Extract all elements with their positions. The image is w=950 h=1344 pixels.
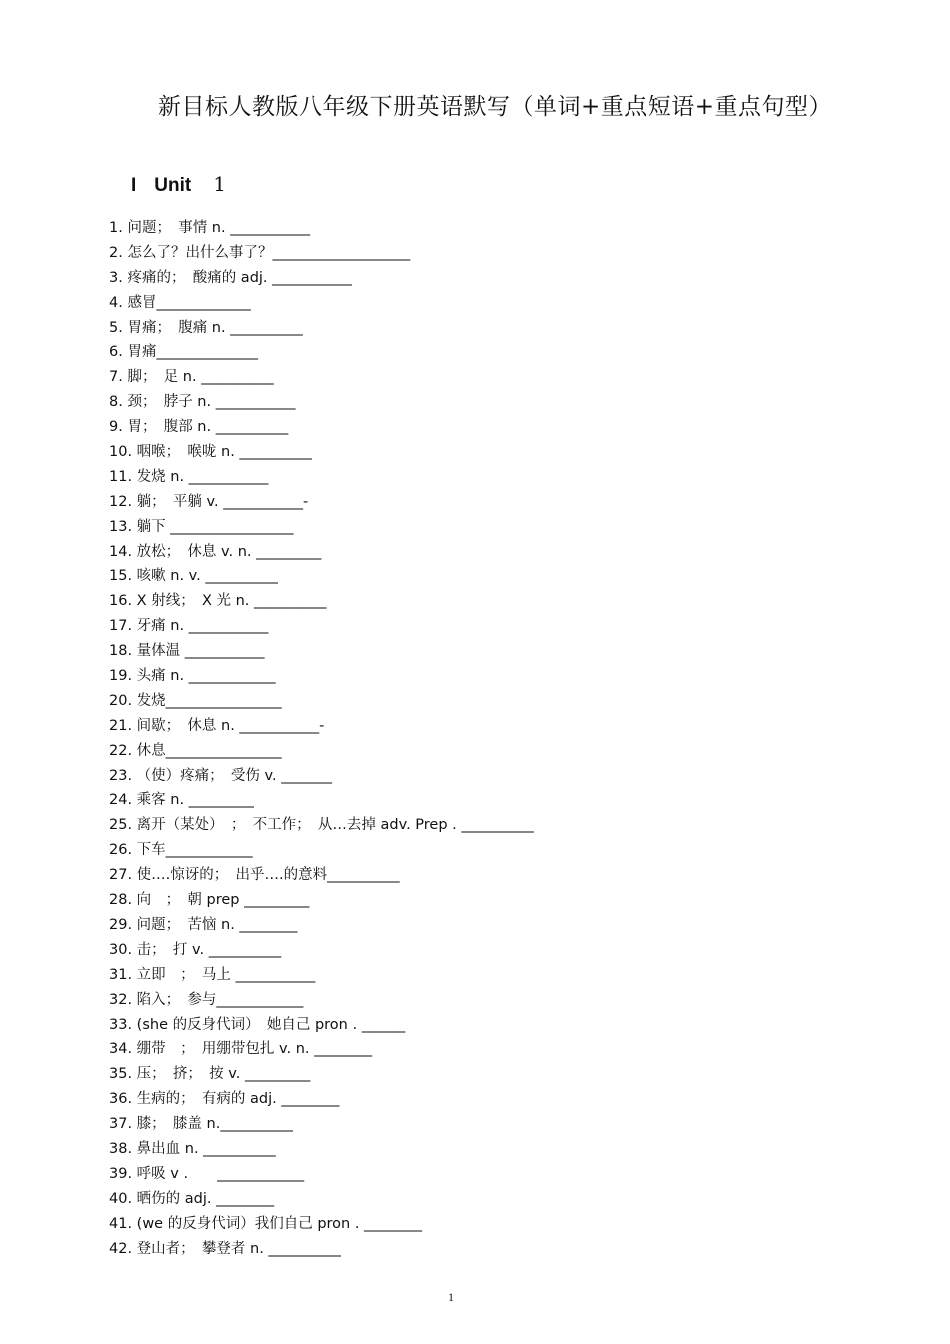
list-item: 30. 击； 打 v. __________ <box>109 941 282 958</box>
list-item: 1. 问题； 事情 n. ___________ <box>109 220 310 236</box>
list-item: 29. 问题； 苦恼 n. ________ <box>109 916 298 933</box>
list-item: 23. （使）疼痛； 受伤 v. _______ <box>109 767 332 784</box>
list-item: 42. 登山者； 攀登者 n. __________ <box>109 1240 341 1257</box>
list-item: 38. 鼻出血 n. __________ <box>109 1140 276 1157</box>
list-item: 41. (we 的反身代词）我们自己 pron . ________ <box>109 1215 423 1232</box>
list-item: 2. 怎么了？出什么事了？___________________ <box>109 244 411 261</box>
document-title: 新目标人教版八年级下册英语默写（单词+重点短语+重点句型） <box>157 94 833 120</box>
list-item: 40. 晒伤的 adj. ________ <box>109 1190 275 1207</box>
list-item: 10. 咽喉； 喉咙 n. __________ <box>109 444 312 461</box>
list-item: 4. 感冒_____________ <box>109 294 251 311</box>
page-number: 1 <box>448 1290 454 1304</box>
list-item: 37. 膝； 膝盖 n.__________ <box>109 1116 293 1133</box>
list-item: 35. 压； 挤； 按 v. _________ <box>109 1066 311 1083</box>
list-item: 18. 量体温 ___________ <box>109 643 265 660</box>
list-item: 33. (she 的反身代词） 她自己 pron . ______ <box>109 1016 406 1033</box>
section-heading <box>131 172 226 197</box>
list-item: 13. 躺下 _________________ <box>109 518 294 535</box>
list-item: 7. 脚； 足 n. __________ <box>109 369 274 386</box>
list-item: 17. 牙痛 n. ___________ <box>109 618 269 635</box>
list-item: 22. 休息________________ <box>109 742 282 759</box>
list-item: 27. 使….惊讶的； 出乎….的意料__________ <box>109 867 400 884</box>
list-item: 8. 颈； 脖子 n. ___________ <box>109 394 296 411</box>
list-item: 39. 呼吸 v . ____________ <box>109 1165 305 1182</box>
list-item: 20. 发烧________________ <box>109 692 282 709</box>
list-item: 6. 胃痛______________ <box>109 344 258 361</box>
list-item: 36. 生病的； 有病的 adj. ________ <box>109 1091 340 1108</box>
list-item: 16. X 射线； X 光 n. __________ <box>109 593 327 610</box>
section-label: Unit <box>154 175 192 196</box>
list-item: 21. 间歇； 休息 n. ___________- <box>109 717 325 734</box>
list-item: 25. 离开（某处） ； 不工作； 从…去掉 adv. Prep . __________ <box>109 817 534 834</box>
list-item: 26. 下车____________ <box>109 842 253 859</box>
vocabulary-list <box>109 216 534 1261</box>
list-item: 34. 绷带 ； 用绷带包扎 v. n. ________ <box>109 1041 373 1058</box>
section-roman: I <box>131 175 137 196</box>
list-item: 32. 陷入； 参与____________ <box>109 991 304 1008</box>
list-item: 15. 咳嗽 n. v. __________ <box>109 568 278 585</box>
list-item: 12. 躺； 平躺 v. ___________- <box>109 493 309 510</box>
list-item: 5. 胃痛； 腹痛 n. __________ <box>109 319 303 336</box>
list-item: 28. 向 ； 朝 prep _________ <box>109 892 310 909</box>
list-item: 24. 乘客 n. _________ <box>109 792 254 809</box>
list-item: 19. 头痛 n. ____________ <box>109 668 276 685</box>
list-item: 3. 疼痛的； 酸痛的 adj. ___________ <box>109 269 352 286</box>
list-item: 14. 放松； 休息 v. n. _________ <box>109 543 322 560</box>
list-item: 9. 胃； 腹部 n. __________ <box>109 419 289 436</box>
list-item: 11. 发烧 n. ___________ <box>109 468 269 485</box>
section-number: 1 <box>213 172 226 196</box>
list-item: 31. 立即 ； 马上 ___________ <box>109 966 316 983</box>
